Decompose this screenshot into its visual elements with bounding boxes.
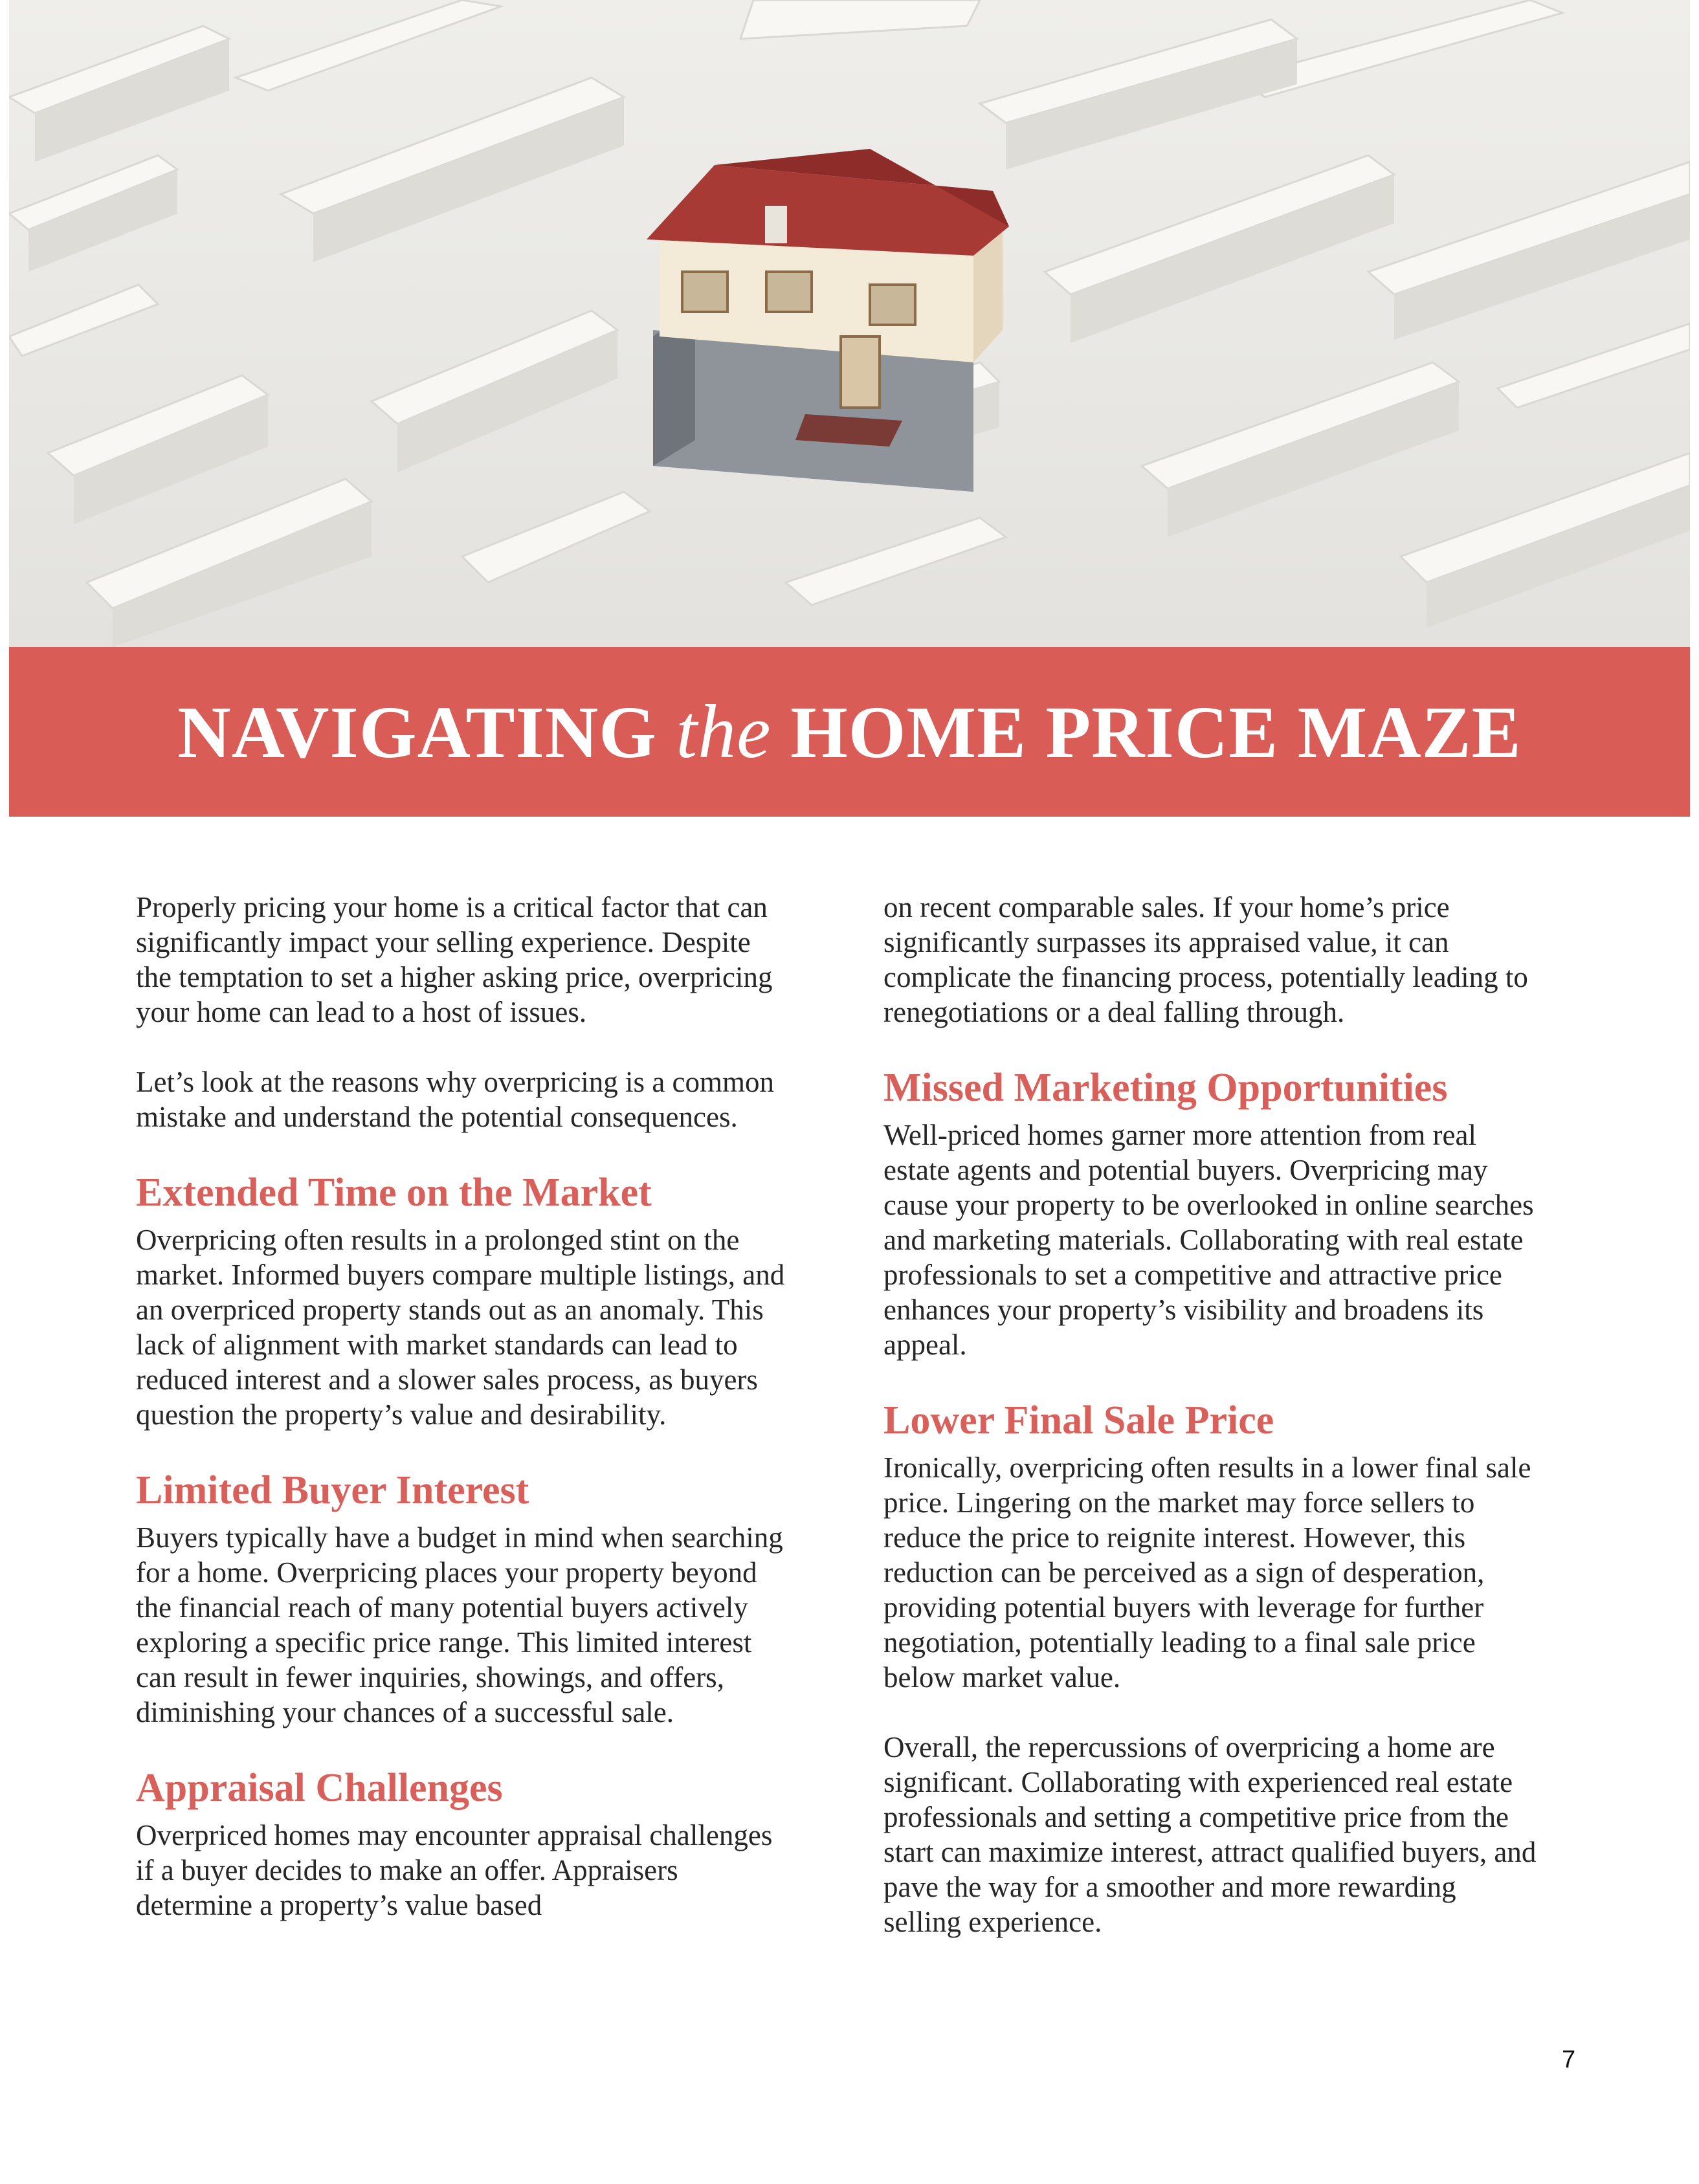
house-model (647, 149, 1009, 492)
hero-photo (9, 0, 1690, 647)
heading-extended-time: Extended Time on the Market (136, 1171, 652, 1215)
heading-appraisal-challenges: Appraisal Challenges (136, 1766, 503, 1810)
conclusion-paragraph: Overall, the repercussions of overpricing a home are significant. Collaborating with experienced real estate professionals and setting a competitive price from the start can maximize interest, attract qualified buyers, and pave the way for a smoother and more rewarding selling experience. (883, 1731, 1537, 1938)
body-lower-final-sale-price: Ironically, overpricing often results in a lower final sale price. Lingering on the market may force sellers to reduce the price to reignite interest. However, this reduction can be perceived as a sign of desperation, providing potential buyers with leverage for further negotiation, potentially leading to a final sale price below market value. (883, 1451, 1531, 1693)
body-limited-buyer-interest: Buyers typically have a budget in mind when searching for a home. Overpricing places your property beyond the financial reach of many potential buyers actively exploring a specific price range. This limited interest can result in fewer inquiries, showings, and offers, diminishing your chances of a successful sale. (136, 1521, 783, 1728)
body-extended-time: Overpricing often results in a prolonged stint on the market. Informed buyers compare multiple listings, and an overpriced property stands out as an anomaly. This lack of alignment with market standards can lead to reduced interest and a slower sales process, as buyers question the property’s value and desirability. (136, 1224, 785, 1431)
title-part-the: the (676, 689, 772, 774)
maze-house-illustration (9, 0, 1690, 647)
page-title (177, 688, 1521, 776)
title-part-navigating: NAVIGATING (177, 691, 657, 773)
intro-paragraph-2: Let’s look at the reasons why overpricing is a common mistake and understand the potential consequences. (136, 1066, 775, 1133)
right-column (883, 890, 1537, 1939)
body-missed-marketing: Well-priced homes garner more attention from real estate agents and potential buyers. Overpricing may cause your property to be overlooked in online searches and marketing materials. Collaborating with real estate professionals to set a competitive and attractive price enhances your property’s visibility and broadens its appeal. (883, 1119, 1534, 1361)
page-number: 7 (1562, 2046, 1576, 2073)
body-appraisal-challenges: Overpriced homes may encounter appraisal challenges if a buyer decides to make an offer. Appraisers determine a property’s value based (136, 1819, 773, 1921)
body-appraisal-challenges-continued: on recent comparable sales. If your home’s price significantly surpasses its appraised value, it can complicate the financing process, potentially leading to renegotiations or a deal falling through. (883, 891, 1528, 1028)
left-column (136, 890, 790, 1923)
heading-limited-buyer-interest: Limited Buyer Interest (136, 1468, 529, 1512)
intro-paragraph: Properly pricing your home is a critical factor that can significantly impact your selling experience. Despite the temptation to set a higher asking price, overpricing your home can lead to a host of issues. (136, 891, 773, 1028)
heading-missed-marketing: Missed Marketing Opportunities (883, 1066, 1448, 1110)
heading-lower-final-sale-price: Lower Final Sale Price (883, 1398, 1274, 1442)
title-banner (9, 647, 1690, 817)
title-part-home-price-maze: HOME PRICE MAZE (790, 691, 1522, 773)
